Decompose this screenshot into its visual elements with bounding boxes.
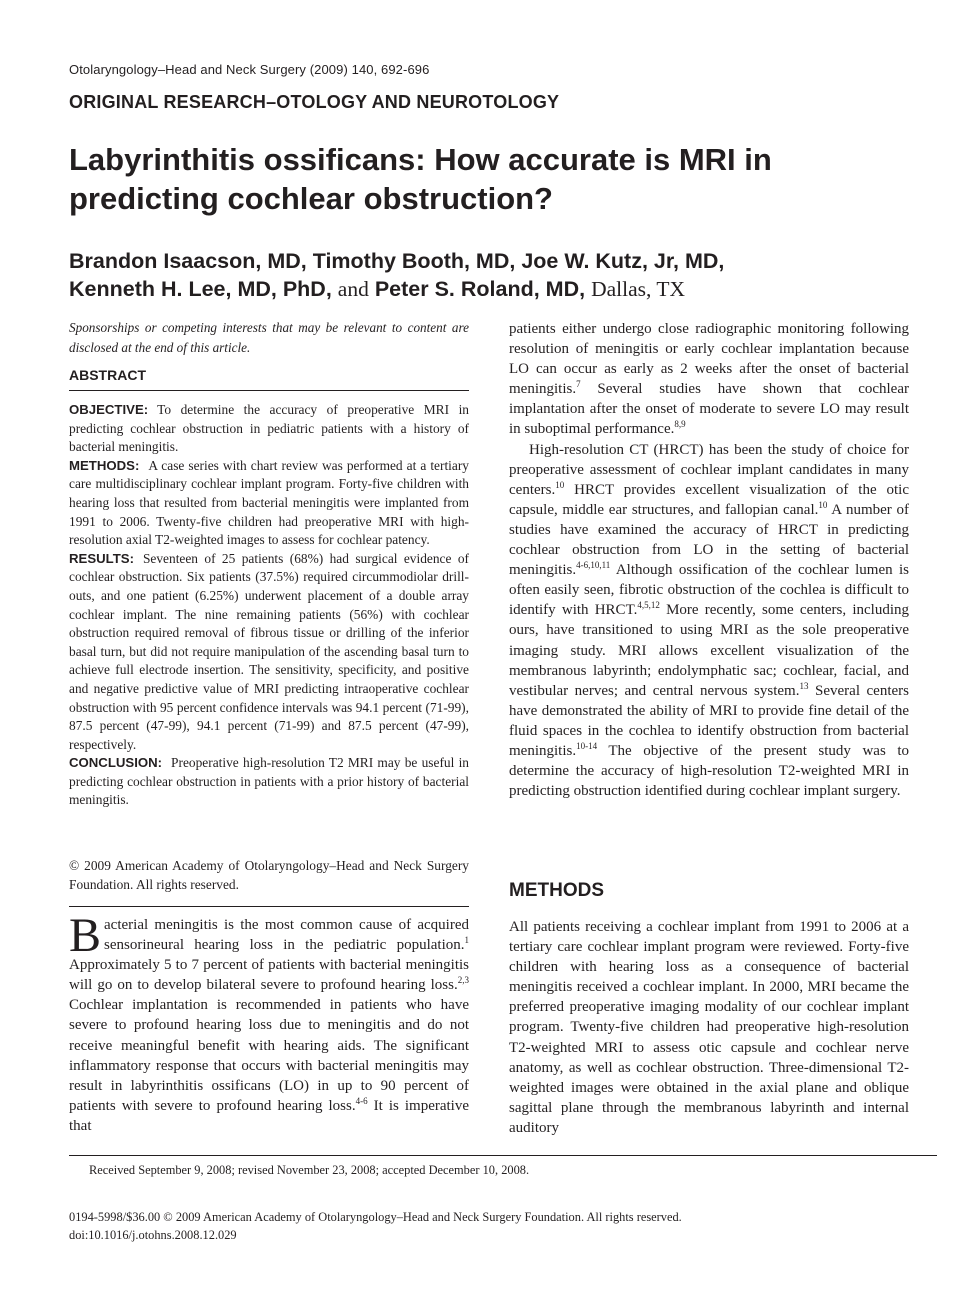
issn-copyright: 0194-5998/$36.00 © 2009 American Academy of Otolaryngology–Head and Neck Surgery Foundation. All rights reserved.: [69, 1210, 682, 1224]
intro-sentence: acterial meningitis is the most common cause of acquired sensorineural hearing loss in the pediatric population.: [104, 917, 469, 954]
abstract-objective: [69, 401, 469, 457]
citation-ref[interactable]: 4-6,10,11: [576, 560, 611, 571]
journal-citation: Otolaryngology–Head and Neck Surgery (2009) 140, 692-696: [69, 62, 430, 77]
authors-line-1: Brandon Isaacson, MD, Timothy Booth, MD, Joe W. Kutz, Jr, MD,: [69, 249, 725, 273]
citation-ref[interactable]: 10: [818, 499, 828, 510]
body-sentence: High-resolution CT (HRCT) has been the study of choice for preoperative assessment of cochlear implant candidates in many centers.: [509, 441, 909, 498]
received-dates: Received September 9, 2008; revised November 23, 2008; accepted December 10, 2008.: [89, 1163, 530, 1177]
body-sentence: Although ossification of the cochlear lumen is often easily seen, fibrotic obstruction of the cochlea is difficult to identify with HRCT.: [509, 562, 909, 619]
citation-ref[interactable]: 1: [464, 935, 469, 946]
abstract-methods: [69, 457, 469, 550]
conclusion-text: Preoperative high-resolution T2 MRI may be useful in predicting cochlear obstruction in patients with a prior history of bacterial meningitis.: [69, 755, 469, 808]
body-sentence: A number of studies have examined the accuracy of HRCT in predicting cochlear obstruction from LO in the setting of bacterial meningitis.: [509, 501, 909, 579]
body-sentence: Several centers have demonstrated the ability of MRI to provide fine detail of the fluid spaces in the cochlea to identify obstruction from bacterial meningitis.: [509, 682, 909, 759]
body-sentence: Several studies have shown that cochlear implantation after the onset of moderate to severe LO may result in suboptimal performance.: [509, 381, 909, 438]
methods-text: All patients receiving a cochlear implant from 1991 to 2006 at a tertiary care cochlear implant program were reviewed. Forty-five children with hearing loss as a consequence of bacterial meningitis received a cochlear implant. In 2000, MRI became the preferred preoperative imaging modality of our cochlear implant program. Twenty-five children had preoperative high-resolution T2-weighted MRI to assess otic capsule and cochlear nerve anatomy, as well as cochlear obstruction. Three-dimensional T2-weighted images were obtained in the axial plane and oblique sagittal plane through the membranous labyrinth and internal auditory: [509, 919, 909, 1136]
body-sentence: More recently, some centers, including ours, have transitioned to using MRI as the sole preoperative imaging study. MRI allows excellent visualization of the membranous labyrinth; endolymphatic sac; cochlear, facial, and vestibular nerves; and central nervous system.: [509, 602, 909, 699]
author-roland: Peter S. Roland, MD,: [374, 277, 586, 301]
authors-conjunction: and: [337, 277, 369, 301]
objective-label: OBJECTIVE:: [69, 402, 149, 417]
citation-ref[interactable]: 8,9: [674, 419, 686, 430]
abstract-divider: [69, 390, 469, 391]
body-sentence: patients either undergo close radiographic monitoring following resolution of meningitis or early cochlear implantation because LO can occur as early as 2 weeks after the onset of bacterial meningitis.: [509, 321, 909, 398]
citation-ref[interactable]: 10-14: [576, 740, 598, 751]
author-list: [69, 247, 929, 303]
body-sentence: HRCT provides excellent visualization of the otic capsule, middle ear structures, and fallopian canal.: [509, 481, 909, 518]
methods-heading: METHODS: [509, 880, 604, 901]
citation-ref[interactable]: 10: [555, 479, 565, 490]
abstract-body: [69, 401, 469, 810]
drop-cap: B: [69, 909, 102, 962]
abstract-results: [69, 550, 469, 755]
body-sentence: The objective of the present study was to determine the accuracy of high-resolution T2-weighted MRI in predicting obstruction identified during cochlear implant surgery.: [509, 742, 909, 800]
right-column-text: [509, 319, 909, 801]
introduction-text: [69, 909, 469, 1136]
abstract-copyright: © 2009 American Academy of Otolaryngology–Head and Neck Surgery Foundation. All rights reserved.: [69, 858, 469, 892]
intro-sentence: Cochlear implantation is recommended in patients who have severe to profound hearing loss due to meningitis and do not receive meaningful benefit with hearing aids. The significant inflammatory response that occurs with bacterial meningitis may result in labyrinthitis ossificans (LO) in up to 90 percent of patients with severe to profound hearing loss.: [69, 997, 469, 1114]
paragraph: [509, 319, 909, 440]
citation-ref[interactable]: 4-6: [355, 1095, 368, 1106]
citation-ref[interactable]: 2,3: [457, 975, 469, 986]
section-heading: ORIGINAL RESEARCH–OTOLOGY AND NEUROTOLOGY: [69, 92, 560, 112]
results-text: Seventeen of 25 patients (68%) had surgical evidence of cochlear obstruction. Six patients (37.5%) required circummodiolar drill-outs, and one patient (6.25%) underwent placement of a double array cochlear implant. The nine remaining patients (56%) with cochlear obstruction required removal of fibrous tissue or drilling of the inferior basal turn, but did not require manipulation of the ascending basal turn to achieve full electrode insertion. The sensitivity, specificity, and positive and negative predictive value of MRI predicting intraoperative cochlear obstruction with 95 percent confidence intervals was 94.1 percent (71-99), 87.5 percent (47-99), 94.1 percent (71-99) and 87.5 percent (47-99), respectively.: [69, 550, 469, 752]
citation-ref[interactable]: 7: [576, 379, 581, 390]
objective-text: To determine the accuracy of preoperative MRI in predicting cochlear obstruction in pediatric patients with a history of bacterial meningitis.: [69, 402, 469, 455]
authors-line-2: [69, 275, 929, 303]
intro-divider: [69, 906, 469, 907]
paragraph: [509, 440, 909, 802]
intro-sentence: Approximately 5 to 7 percent of patients with bacterial meningitis will go on to develop bilateral severe to profound hearing loss.: [69, 957, 469, 994]
abstract-conclusion: [69, 754, 469, 810]
methods-text: A case series with chart review was performed at a tertiary care multidisciplinary cochlear implant program. Forty-five children with hearing loss that resulted from bacterial meningitis were implanted from 1991 to 2006. Twenty-five children had preoperative MRI with high-resolution axial T2-weighted images to assess for cochlear patency.: [69, 457, 469, 548]
author-location: Dallas, TX: [591, 277, 686, 301]
intro-sentence: It is imperative that: [69, 1097, 469, 1134]
citation-ref[interactable]: 4,5,12: [637, 600, 660, 611]
conclusion-label: CONCLUSION:: [69, 755, 163, 771]
citation-ref[interactable]: 13: [799, 680, 809, 691]
doi-link[interactable]: doi:10.1016/j.otohns.2008.12.029: [69, 1228, 237, 1242]
footer-divider: [69, 1155, 937, 1156]
author-lee: Kenneth H. Lee, MD, PhD,: [69, 277, 332, 301]
sponsorship-note: Sponsorships or competing interests that may be relevant to content are disclosed at the end of this article.: [69, 320, 469, 355]
article-title: Labyrinthitis ossificans: How accurate is MRI in predicting cochlear obstruction?: [69, 142, 772, 216]
abstract-heading: ABSTRACT: [69, 367, 146, 383]
methods-label: METHODS:: [69, 457, 140, 473]
results-label: RESULTS:: [69, 550, 134, 566]
